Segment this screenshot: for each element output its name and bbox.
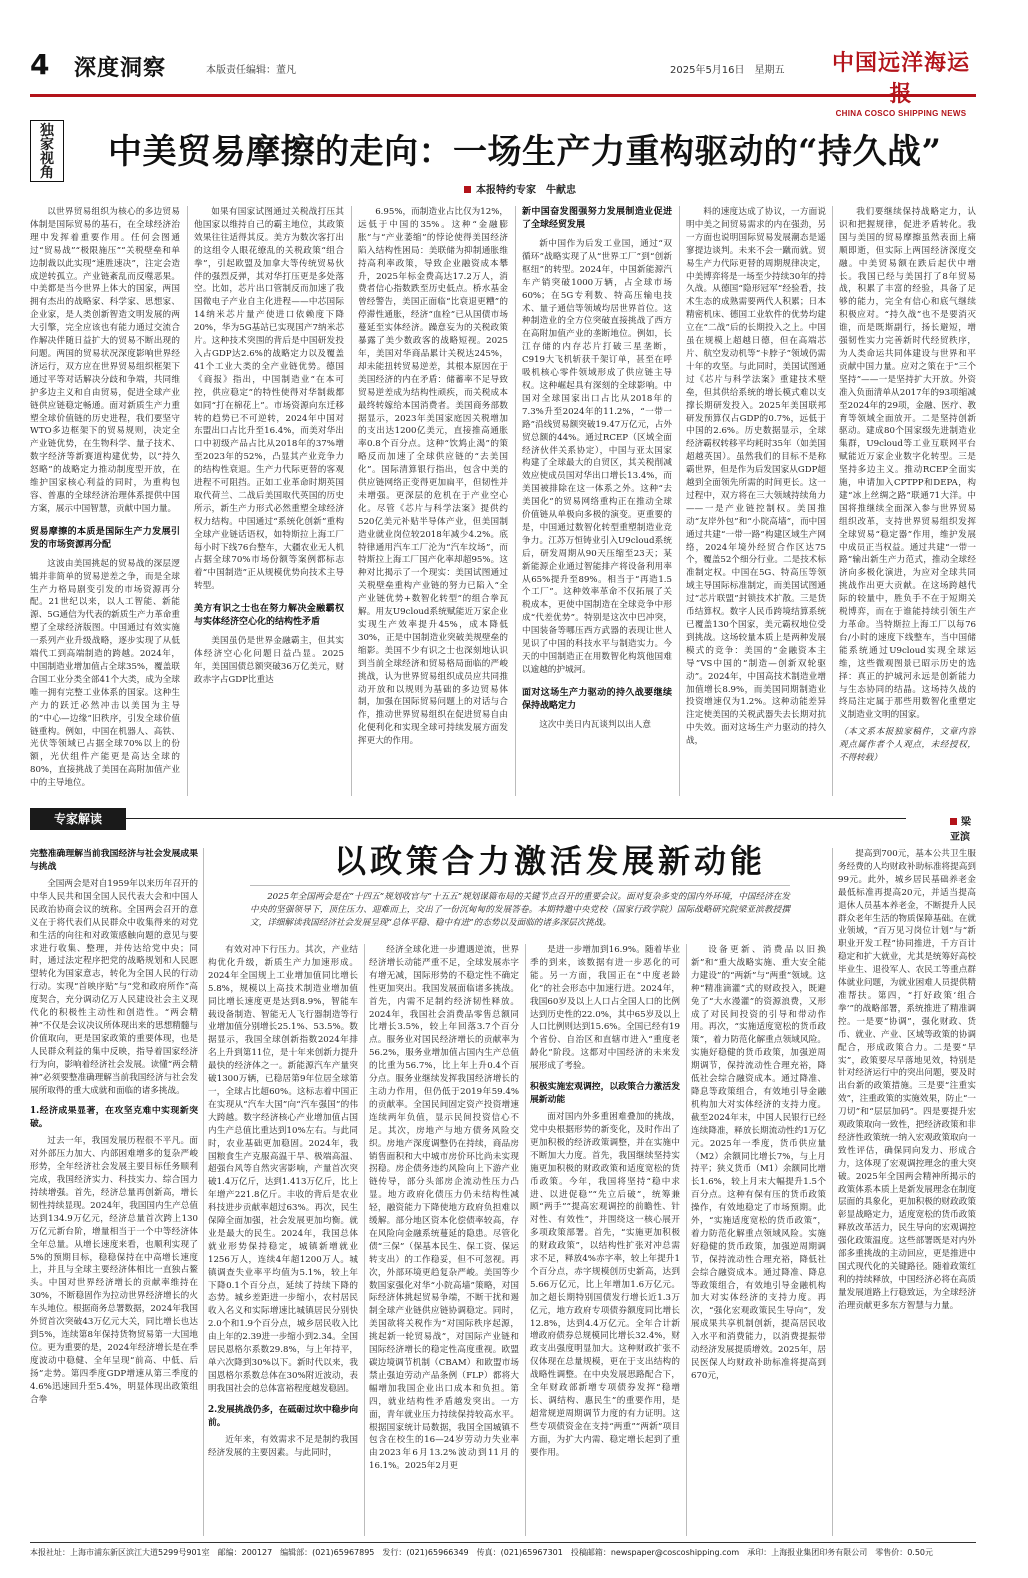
paragraph: 经济全球化进一步遭遇逆流，世界经济增长动能严重不足，全球发展赤字有增无减，国际形势的不稳定性不确定性更加突出。我国发展面临诸多挑战。首先，内需不足制约经济韧性释放。2024年，我国社会消费品零售总额同比增长3.5%，较上年回落3.7个百分点。服务业对国民经济增长的贡献率为56.2%，服务业增加值占国内生产总值的比重为56.7%，比上年上升0.4个百分点。服务业继续发挥我国经济增长的主动力作用，但仍低于2019年59.4%的贡献率。全国民间固定资产投资增速连续两年负值，显示民间投资信心不足。其次，房地产与地方债务风险交织。房地产深度调整仍在持续，商品房销售面积和大中城市房价环比尚未实现拐稳。房企债务违约风险向上下游产业链传导，部分头部房企流动性压力凸显。地方政府化债压力仍未结构性减轻，融资能力下降使地方政府负担难以缓解。部分地区资本化偿债率较高，存在风险向金融系统蔓延的隐患。尽管化债“三保”（保基本民生、保工资、保运转支出）的工作稳妥，但不可忽视。再次，外部环境更趋复杂严峻。美国等少数国家强化对华“小院高墙”策略，对国际经济体挑起贸易争端，不断干扰和遏制全球产业链供应链协调稳定。同时，美国欲将关税作为“对国际秩序起源，挑起新一轮贸易战”，对国际产业链和国际经济增长的稳定性高度重视。欧盟碳边境调节机制（CBAM）和欧盟市场禁止强迫劳动产品条例（FLP）都将大幅增加我国企业出口成本和负担。第四，就业结构性矛盾越发突出。一方面，青年就业压力持续保持较高水平。根据国家统计局数据，我国全国城镇不包含在校生的16—24岁劳动力失业率由2023年6月13.2%波动到11月的16.1%。2025年2月更 xyxy=(369,945,519,1472)
article1-subhead-4: 面对这场生产力驱动的持久战要继续保持战略定力 xyxy=(522,687,672,711)
paragraph: 6.95%，而制造业占比仅为12%，远低于中国的35%。这种“金融膨胀”与“产业萎缩”的悖论使得美国经济陷入结构性困局：美联储为抑制通胀维持高利率政策，导致企业融资成本攀升，2025年标金费高达17.2万人，消费者信心指数跌至历史低点。桥水基金曾经警告，美国正面临“比衰退更糟”的停滞性通胀，经济“血栓”已从国债市场蔓延至实体经济。躁意妄为的关税政策暴露了美少数政客的战略短视。2025年，美国对华商品累计关税达245%，却未能扭转贸易逆差，其根本原因在于美国经济的内在矛盾：储蓄率不足导致贸易逆差成为结构性顽疾，而关税成本最终转嫁给本国消费者。美国商务部数据显示，2023年美国家庭因关税增加的支出达1200亿美元，直接推高通胀率0.8个百分点。这种“饮鸩止渴”的策略反而加速了全球供应链的“去美国化”。国际清算银行指出，包含中美的供应链网络正变得更加扁平，但韧性并未增强。更深层的危机在于产业空心化。尽管《芯片与科学法案》提供约520亿美元补贴半导体产业，但美国制造业就业岗位较2018年减少4.2%。底特律通用汽车工厂沦为“汽车坟场”，而特斯拉上海工厂国产化率却超95%。这种对比揭示了一个现实：美国试图通过关税壁垒重构产业链的努力已陷入“全产业链优势+数智化转型”的组合拳瓦解。用友U9cloud系统赋能近万家企业实现生产效率提升45%，成本降低30%，正是中国制造业突破美规壁垒的缩影。美国不少有识之士也深刻地认识到当前全球经济和贸易格局面临的严峻挑战，认为世界贸易组织成员应共同推动开放和以规则为基础的多边贸易体制，加强在国际贸易问题上的对话与合作，推动世界贸易组织在促进贸易自由化便利化和实现全球可持续发展方面发挥更大的作用。 xyxy=(358,207,508,747)
article2-column-6 xyxy=(838,848,976,1536)
tag-rule xyxy=(126,818,906,819)
paragraph: 如果有国家试图通过关税战打压其他国家以维持自己的霸主地位，其政策效果往往适得其反。美方为数次客打出的这组令人眼花缭乱的关税政策“组合拳”，引起欧盟及加拿大等传统贸易伙伴的强烈反弹，其对华打压更是多处落空。比如，芯片出口管制反而加速了我国微电子产业自主化进程——中芯国际14纳米芯片量产使进口依赖度下降20%，华为5G基站已实现国产7纳米芯片。这种技术突围的背后是中国研发投入占GDP达2.6%的战略定力以及覆盖41个工业大类的全产业链优势。德国《商报》指出，中国制造业“在本可控，供应稳定”的特性使得对华制裁都如同“打在棉花上”。市场资源向东迁移转的趋势已不可逆转，2024年中国对东盟出口占比升至16.4%，而美对华出口中初级产品占比从2018年的37%增至2023年的52%，凸显其产业竞争力的结构性衰退。生产力代际更替的客观进程不可阻挡。正如工业革命时期英国取代荷兰、二战后美国取代英国的历史所示，新生产力形式必然重塑全球经济权力结构。中国通过“系统化创新”重构全球产业链话语权，如特斯拉上海工厂每小时下线76台整车，大疆农业无人机占据全球70%市场份额等案例都标志着“中国制造”正从规模优势向技术主导转型。 xyxy=(194,207,344,592)
newspaper-logo xyxy=(822,46,980,118)
article1-subhead-2: 美方有识之士也在努力解决金融霸权与实体经济空心化的结构性矛盾 xyxy=(194,604,344,628)
article1-copyright-note: （本文系本报独家稿件，文章内容观点属作者个人观点，未经授权，不得转载） xyxy=(839,727,976,764)
article2-subhead-4: 积极实施宏观调控，以政策合力激活发展新动能 xyxy=(530,1082,680,1106)
paragraph: 提高到700元，基本公共卫生服务经费的人均财政补助标准将提高到99元。此外，城乡居民基础养老金最低标准再提高20元，并适当提高退休人员基本养老金，不断提升人民群众老年生活的物质保障基础。在就业领域，“百万见习岗位计划”与“新职业开发工程”协同推进，千方百计稳定和扩大就业，尤其是统筹好高校毕业生、退役军人、农民工等重点群体就业问题，为就业困难人员提供精准帮扶。第四，“打好政策‘组合拳’”的战略部署，系统推进了精准调控。一是要“协调”，强化财政、货币、就业、产业、区域等政策的协调配合，形成政策合力。二是要“早实”，政策要尽早落地见效，特别是针对经济运行中的突出问题，要及时出台新的政策措施。三是要“注重实效”，注重政策的实施效果，防止“一刀切”和“层层加码”。四是要提升宏观政策取向一致性，把经济政策和非经济性政策统一纳入宏观政策取向一致性评估，确保同向发力、形成合力，这体现了宏观调控理念的重大突破。2025年全国两会精神所揭示的政策体系本质上是新发展理念在制度层面的具象化，更加积极的财政政策彰显战略定力，适度宽松的货币政策释放改革活力，民生导向的宏观调控强化政策温度。这些部署既是对内外部多重挑战的主动回应，更是推进中国式现代化的关键路径。随着政策红利的持续释放，中国经济必将在高质量发展道路上行稳致远，为全球经济治理贡献更多东方智慧与力量。 xyxy=(838,849,976,1311)
kicker-label: 独家视角 xyxy=(40,123,54,181)
column-divider xyxy=(515,206,516,796)
masthead-rule xyxy=(30,94,976,97)
article1-headline: 中美贸易摩擦的走向：一场生产力重构驱动的“持久战” xyxy=(108,132,942,172)
paragraph: 是进一步增加到16.9%。随着毕业季的到来，该数据有进一步恶化的可能。另一方面，我国正在“中度老龄化”的社会形态中加速行进。2024年，我国60岁及以上人口占全国人口的比例达到历史性的22.0%，其中65岁及以上人口比例则达到15.6%。全国已经有19个省份、自治区和直辖市进入“重度老龄化”阶段。这都对中国经济的未来发展形成了考验。 xyxy=(530,945,680,1072)
article2-subhead-2: 1.经济成果显著，在攻坚克难中实现新突破。 xyxy=(30,1106,198,1130)
column-divider xyxy=(679,206,680,796)
author-name: 梁亚滨 xyxy=(950,817,971,843)
article2-column-4 xyxy=(530,944,680,1536)
paragraph: 设备更新、消费品以旧换新”和“重大战略实施、重大安全能力建设”的“两新”与“两重”领域。这种“精准滴灌”式的财政投入，既避免了“大水漫灌”的资源浪费，又形成了对民间投资的引导和带动作用。再次，“实施适度宽松的货币政策”，着力防范化解重点领域风险。实施好稳健的货币政策，加强逆周期调节，保持流动性合理充裕，降低社会综合融资成本。通过降准、降息等政策组合，有效地引导金融机构加大对实体经济的支持力度。截至2024年末，中国人民银行已经连续降准，释放长期流动性约1万亿元。2025年一季度，货币供应量（M2）余额同比增长7%，与上月持平；狭义货币（M1）余额同比增长1.6%，较上月末大幅提升1.5个百分点。这种有保有压的货币政策操作，有效地稳定了市场预期。此外，“实施适度宽松的货币政策”，着力防范化解重点领域风险。实施好稳健的货币政策，加强逆周期调节，保持流动性合理充裕，降低社会综合融资成本。通过降准、降息等政策组合，有效地引导金融机构加大对实体经济的支持力度。再次，“强化宏观政策民生导向”，发展成果共享机制创新，提高居民收入水平和消费能力，以消费提振带动经济发展提质增效。2025年，居民医保人均财政补助标准将提高到670元， xyxy=(691,945,826,1381)
article1-subhead-3: 新中国奋发图强努力发展制造业促进了全球经贸发展 xyxy=(522,207,672,230)
article1-column-2 xyxy=(194,206,344,796)
column-divider xyxy=(187,206,188,796)
kicker-box xyxy=(30,120,64,182)
lead-text: 2025年全国两会是在“十四五”规划收官与“十五五”规划谋篇布局的关键节点召开的重要会议。面对复杂多变的国内外环境，中国经济在发中央的坚强领导下，顶住压力、迎难而上，交出了一份沉甸甸的发展答卷。本期特邀中央党校（国家行政学院）国际战略研究院梁亚滨教授撰文，详细解读我国经济社会发展呈现“总体平稳、稳中有进”的态势以及面临的诸多深层次挑战。 xyxy=(250,892,790,928)
column-divider xyxy=(364,944,365,1536)
paragraph: 这波由美国挑起的贸易战的深层逻辑并非简单的贸易逆差之争，而是全球生产力格局剧变引发的市场资源再分配。21世纪以来，以人工智能、新能源、5G通信为代表的新质生产力革命重塑了全球经济版图。中国通过有效实施一系列产业升级战略，逐步实现了从低端代工到高端制造的跨越。2024年，中国制造业增加值占全球35%，覆盖联合国工业分类全部41个大类，成为全球唯一拥有完整工业体系的国家。这种生产力的跃迁必然冲击以美国为主导的“中心—边缘”旧秩序，引发全球价值链重构。例如，中国在机器人、高铁、光伏等领域已占据全球70%以上的份额，光伏组件产能更是高达全球的80%，直接挑战了美国在高附加值产业中的主导地位。 xyxy=(30,558,180,789)
section-name: 深度洞察 xyxy=(74,56,167,81)
paragraph: 料的速度达成了协议，一方面说明中美之间贸易需求的内在强劲，另一方面也说明国际贸易发展潮态是遥寥提边谈判。未来不会一蹴而就。贸易生产力代际更替的周期规律决定，中美博弈将是一场至少持续30年的持久战。从德国“隐形冠军”经验看，技术生态的成熟需要两代人积累；日本精密机床、德国工业软件的优势均建立在“二战”后的长期投入之上。中国虽在规模上超越日德，但在高端芯片、航空发动机等“卡脖子”领域仍需十年的攻坚。与此同时，美国试图通过《芯片与科学法案》重建技术壁垒，但其供给系统的增长模式难以支撑长期研发投入。2025年美国联邦研发预算仅占GDP的0.7%，远低于中国的2.6%。历史数据显示，全球经济霸权转移平均耗时35年（如美国超越英国）。虽然我们的目标不是称霸世界，但是作为后发国家从GDP超越到全面领先所需的时间更长。这一过程中，双方将在三大领域持续角力——一是产业链控制权。美国推动“友岸外包”和“小院高墙”，而中国通过共建“一带一路”构建区域生产网络，2024年境外经贸合作区达75个，覆盖52个细分行业。二是技术标准制定权。中国在5G、特高压等领域主导国际标准制定，而美国试图通过“芯片联盟”封锁技术扩散。三是货币结算权。数字人民币跨境结算系统已覆盖130个国家，美元霸权地位受到挑战。这场较量本质上是两种发展模式的竞争：美国的“金融资本主导”VS中国的“制造—创新双轮驱动”。2024年，中国高技术制造业增加值增长8.9%，而美国同期制造业投资增速仅为1.2%。这种动能差异注定使美国的关税武器失去长期对抗中失效。面对这场生产力驱动的持久战， xyxy=(686,207,826,747)
paragraph: 我们要继续保持战略定力，认识和把握规律，促进矛盾转化。我国与美国的贸易摩擦虽然表面上痛顺即逝，但实际上两国经济深度交融。中美贸易额在跌后起伏中增长。我国已经与美国打了8年贸易战，积累了丰富的经验，具备了足够的能力，完全有信心和底气继续积极应对。“持久战”也不是要消灭谁，而是既斯副行，扬长避短，增强韧性实力完善新时代经贸秩序，为人类命运共同体建设与世界和平贡献中国力量。应对之策在于“三个坚持”——一是坚持扩大开放。外资准入负面清单从2017年的93项缩减至2024年的29项，金融、医疗、教育等领域全面放开。二是坚持创新驱动。建成80个国家级先进制造业集群，U9cloud等工业互联网平台赋能近万家企业数字化转型。三是坚持多边主义。推动RCEP全面实施，申请加入CPTPP和DEPA，构建“冰上丝绸之路”联通71大洋。中国将推继续全面深入参与世界贸易组织改革，支持世界贸易组织发挥全球贸易“稳定器”作用，维护发展中成员正当权益。通过共建“一带一路”输出新生产力范式，推动全球经济向多极化演进，为应对全球共同挑战作出更大贡献。在这场跨越代际的较量中，胜负手不在于短期关税博弈，而在于谁能持续引领生产力革命。当特斯拉上海工厂以每76台/小时的速度下线整车，当中国储能系统通过U9cloud实现全球运维，这些微观图景已昭示历史的选择：真正的护城河永远是创新能力与生态协同的结晶。这场持久战的终局注定属于那些用数智化重塑定义制造业文明的国家。 xyxy=(839,207,976,721)
article1-column-3 xyxy=(358,206,508,796)
paragraph: 全国两会是对自1959年以来历年召开的中华人民共和国全国人民代表大会和中国人民政治协商会议的统称。全国两会召开的意义在于将代表们从民群众中收集得来的对党和生活的向往和对政策感触向题的意见与要求进行收集、整理，并传达给党中央；同时，通过法定程序把党的战略规划和人民愿望转化为国家意志，转化为全国人民的行动行动。实现“首映序贴”与“党和政府所作”高度契合，充分调动亿万人民建设社会主义现代化的积极性主动性和创造性。“两会精神”不仅是会议决议所体现出来的思想精髓与价值取向，更是国家政策的重要体现，也是人民群众利益的集中反映，指导着国家经济行为向，影响着经济社会发展。读懂“两会精神”必须要整准确理解当前我国经济与社会发展所取得的重大成就和面临的诸多挑战。 xyxy=(30,879,198,1096)
article2-tag: 专家解读 xyxy=(30,808,126,830)
author-square-icon xyxy=(950,818,957,825)
paragraph: 新中国作为后发工业国，通过“双循环”战略实现了从“世界工厂”到“创新枢纽”的转型。2024年，中国新能源汽车产销突破1000万辆，占全球市场60%；在5G专利数、特高压输电技术、量子通信等领域均居世界首位。这种制造业的全方位突破直接挑战了西方在高附加值产业的垄断地位。例如，长江存储的内存芯片打破三星垄断，C919大飞机斩获千架订单，甚至在呼吸机核心零件领域形成了供应链主导权。这种崛起具有深刻的全球影响。中国对全球国家出口占比从2018年的7.3%升至2024年的11.2%，“一带一路”沿线贸易额突破19.47万亿元，占外贸总额的44%。通过RCEP（区域全面经济伙伴关系协定），中国与亚太国家构建了全球最大的自贸区，其关税削减效应使成员国对华出口增长13.4%，而美国被排除在这一体系之外。这种“去美国化”的贸易网络重构正在推动全球价值链从单极向多极的演变。更重要的是，中国通过数智化转型重塑制造业竞争力。江苏万恒铸业引入U9cloud系统后，研发周期从90天压缩至23天；某新能源企业通过智能排产将设备利用率从65%提升至89%。相当于“再造1.5个工厂”。这种效率革命不仅拓展了关税成本，更使中国制造在全球竞争中形成“代差优势”。特别是这次中巴冲突，中国装备等哪压西方武器的表现让世人见识了中国的科技水平与制造实力。今天的中国制造正在用数智化构筑他国难以逾越的护城河。 xyxy=(522,239,672,675)
article2-column-5 xyxy=(691,944,826,1536)
article1-byline xyxy=(464,181,576,196)
page-number: 4 xyxy=(30,48,50,81)
paragraph: 面对国内外多重困难叠加的挑战，党中央根据形势的新变化，及时作出了更加积极的经济政策调整，并在实施中不断加大力度。首先，我国继续坚持实施更加积极的财政政策和适度宽松的货币政策。今年，我国将坚持“稳中求进、以进促稳”“先立后破”，统筹兼顾“两手”“提高宏观调控的前瞻性、针对性、有效性”，并围绕这一核心展开多项政策部署。首先，“实施更加积极的财政政策”，以结构性扩张对冲总需求不足，释放4%赤字率，较上年提升1个百分点，赤字规模创历史新高，达到5.66万亿元，比上年增加1.6万亿元。加之超长期特别国债发行增长近1.3万亿元，地方政府专项债券额度同比增长12.8%，达到4.4万亿元。全年合计新增政府债券总规模同比增长32.4%，财政支出强度明显加大。这种财政扩张不仅体现在总量规模，更在于支出结构的战略性调整。在中央发展思路配合下，全年财政部新增专项债券发挥“稳增长、调结构、惠民生”的重要作用，是超常规逆周期调节力度的有力证明。这些专项债资金在支持“两重”“两新”项目方面，为扩大内需、稳定增长起到了重要作用。 xyxy=(530,1112,680,1458)
column-divider xyxy=(351,206,352,796)
column-divider xyxy=(525,944,526,1536)
footer-rule xyxy=(30,1542,976,1543)
article1-column-5 xyxy=(686,206,826,796)
column-divider xyxy=(832,206,833,796)
article1-column-6 xyxy=(839,206,976,796)
article2-subhead-1: 完整准确理解当前我国经济与社会发展成果与挑战 xyxy=(30,849,198,872)
paragraph: 这次中美日内瓦谈判以出人意 xyxy=(539,719,651,730)
column-divider xyxy=(686,944,687,1536)
article1-column-4 xyxy=(522,206,672,796)
paragraph: 近年来，有效需求不足是制约我国经济发展的主要因素。与此同时， xyxy=(208,1434,358,1458)
brand-name-cn: 中国远洋海运报 xyxy=(831,50,970,107)
paragraph: 美国虽仍是世界金融霸主，但其实体经济空心化问题日益凸显。2025年，美国国债总额突破36万亿美元，财政赤字占GDP比重达 xyxy=(194,636,344,685)
article2-lead xyxy=(250,885,790,930)
brand-name-en: CHINA COSCO SHIPPING NEWS xyxy=(835,109,967,118)
footer-info: 本报社址：上海市浦东新区滨江大道5299号901室 邮编：200127 编辑部：(021)65967895 发行：(021)65966349 传真：(021)65967301 投稿邮箱：newspaper@coscoshipping.com 承印：上海报业集团印务有限公司 零售价：0.50元 xyxy=(30,1548,934,1557)
editor-credit: 本版责任编辑：董凡 xyxy=(206,65,296,76)
article2-column-2 xyxy=(208,944,358,1536)
paragraph: 有效对冲下行压力。其次，产业结构优化升级，新质生产力加速形成。2024年全国规上工业增加值同比增长5.8%，规模以上高技术制造业增加值同比增长速度更是达到8.9%，智能车载设备制造、智能无人飞行器制造等行业增加值分别增长25.1%、53.5%。数据显示，我国全球创新指数2024年排名上升到第11位，是十年来创新力提升最快的经济体之一。新能源汽车产量突破1300万辆，已稳居第9年位居全球第一，全球占比超60%。这标志着中国正在实现从“汽车大国”向“汽车强国”的伟大跨越。数字经济核心产业增加值占国内生产总值比重达到10%左右。与此同时，农业基础更加稳固。2024年，我国粮食生产克服高温干旱、极端高温、超强台风等自然灾害影响，产量首次突破1.4万亿斤，达到1.413万亿斤，比上年增产221.8亿斤。丰收的背后是农业科技进步贡献率超过63%。再次，民生保障全面加强，社会发展更加均衡。就业是最大的民生。2024年，我国总体就业形势保持稳定，城镇新增就业1256万人，连续4年超1200万人。城镇调查失业率平均值为5.1%，较上年下降0.1个百分点，延续了持续下降的态势。城乡差距进一步缩小，农村居民收入名义和实际增速比城镇居民分别快2.0个和1.9个百分点，城乡居民收入比由上年的2.39进一步缩小到2.34。全国居民恩格尔系数29.8%，与上年持平，单六次降到30%以下。新时代以来，我国恩格尔系数总体在30%附近波动，表明我国社会的总体富裕程度越发稳固。 xyxy=(208,945,358,1394)
column-divider xyxy=(832,848,833,1536)
byline-square-icon xyxy=(464,186,471,193)
paragraph: 过去一年，我国发展历程很不平凡。面对外部压力加大、内部困难增多的复杂严峻形势，全年经济社会发展主要目标任务顺利完成，我国经济实力、科技实力、综合国力持续增强。首先，经济总量再创新高，增长韧性持续显现。2024年，我国国内生产总值达到134.9万亿元，经济总量首次跨上130万亿元新台阶，增量相当于一个中等经济体全年总量。从增长速度来看，也顺利实现了5%的预期目标，稳稳保持在中高增长速度上，并且与全球主要经济体相比一直独占鳌头。中国对世界经济增长的贡献率维持在30%，不断稳固作为拉动世界经济增长的火车头地位。根据商务总署数据，2024年我国外贸首次突破43万亿元大关，同比增长也达到5%，连续第8年保持货物贸易第一大国地位。更为重要的是，2024年经济增长是在季度波动中稳健、全年呈现“前高、中低、后扬”走势。第四季度GDP增速从第三季度的4.6%迅速回升至5.4%，明显体现出政策组合拳 xyxy=(30,1136,198,1405)
column-divider xyxy=(203,848,204,1536)
article2-subhead-3: 2.发展挑战仍多，在砥砺过坎中稳步向前。 xyxy=(208,1404,358,1428)
article1-column-1 xyxy=(30,206,180,796)
masthead xyxy=(30,46,976,118)
article2-tag-bar xyxy=(30,808,976,843)
byline-text: 本报特约专家 牛献忠 xyxy=(476,185,576,196)
article2-column-1 xyxy=(30,848,198,1536)
article2-author xyxy=(950,813,976,843)
article2-column-3 xyxy=(369,944,519,1536)
publication-date: 2025年5月16日 星期五 xyxy=(670,65,785,76)
article2-headline: 以政策合力激活发展新动能 xyxy=(333,842,766,880)
paragraph: 以世界贸易组织为核心的多边贸易体制是国际贸易的基石，在全球经济治理中发挥着重要作用。任何会图通过“贸易战”“极限施压”“关税壁垒和单边制裁以此实现“速胜速决”，注定会造成逆转孤立。产业链紊乱而反噬恶果。中美都是当今世界上体大的国家，两国拥有杰出的战略家、科学家、思想家、企业家，是人类创新智造文明发展的两大引擎，完全应该也有能力通过交流合作解决伴随日益扩大的贸易不断出现的问题。两国的贸易状况深度影响世界经济运行，双方应在世界贸易组织框架下通过平等对话解决分歧和争端，共同维护多边主义和自由贸易，促进全球产业链供应链稳定畅通。面对新质生产力重塑全球价值链的历史进程，我们要坚守WTO多边框架下的贸易规则，决定全产业链优势，在生物科学、量子技术、数字经济等新赛道构建优势，以“持久怒略”的战略定力推动制度型开放，在维护国家核心利益的同时，为重构包容、普惠的全球经济治理体系提供中国方案，展示中国智慧，贡献中国力量。 xyxy=(30,207,180,514)
article1-subhead-1: 贸易摩擦的本质是国际生产力发展引发的市场资源再分配 xyxy=(30,526,180,550)
